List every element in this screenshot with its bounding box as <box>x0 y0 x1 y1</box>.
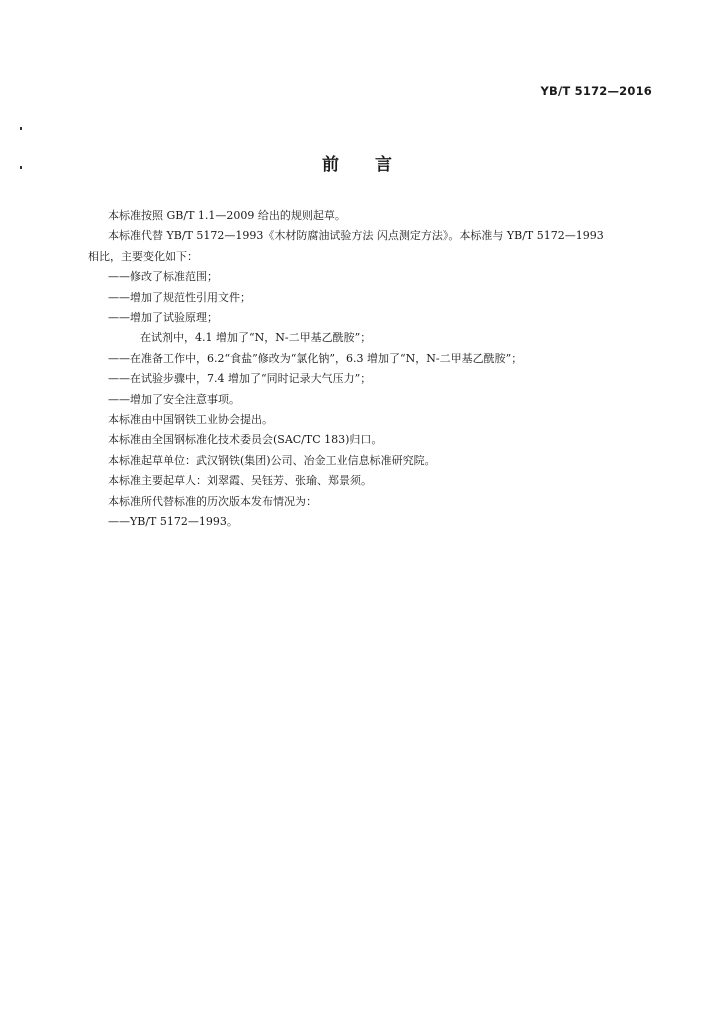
paragraph-line: 本标准起草单位：武汉钢铁(集团)公司、冶金工业信息标准研究院。 <box>108 453 436 467</box>
paragraph-line: 本标准由中国钢铁工业协会提出。 <box>108 413 273 427</box>
paragraph-line: 相比，主要变化如下： <box>88 249 198 263</box>
list-item: ——YB/T 5172—1993。 <box>108 515 238 529</box>
paragraph-line: 本标准由全国钢标准化技术委员会(SAC/TC 183)归口。 <box>108 433 383 447</box>
list-item: ——修改了标准范围； <box>108 270 218 284</box>
paragraph-line: 本标准主要起草人：刘翠霞、吴钰芳、张瑜、郑景须。 <box>108 474 372 488</box>
paragraph-line: 本标准代替 YB/T 5172—1993《木材防腐油试验方法 闪点测定方法》。本标准与 YB/T 5172—1993 <box>108 229 604 243</box>
list-item: ——在试验步骤中，7.4 增加了“同时记录大气压力”； <box>108 372 372 386</box>
standard-code: YB/T 5172—2016 <box>540 84 652 98</box>
paragraph-line: 本标准按照 GB/T 1.1—2009 给出的规则起草。 <box>108 209 346 222</box>
list-item: ——增加了试验原理； <box>108 311 218 325</box>
list-item: ——在准备工作中，6.2“食盐”修改为“氯化钠”，6.3 增加了“N，N-二甲基乙酰胺”； <box>108 351 523 365</box>
paragraph-line: 本标准所代替标准的历次版本发布情况为： <box>108 494 317 508</box>
foreword-body <box>88 206 668 533</box>
list-item: ——增加了安全注意事项。 <box>108 392 240 406</box>
margin-mark <box>20 127 22 130</box>
list-item: 在试剂中，4.1 增加了“N，N-二甲基乙酰胺”； <box>140 331 372 345</box>
list-item: ——增加了规范性引用文件； <box>108 290 251 304</box>
page-title: 前言 <box>322 155 428 175</box>
